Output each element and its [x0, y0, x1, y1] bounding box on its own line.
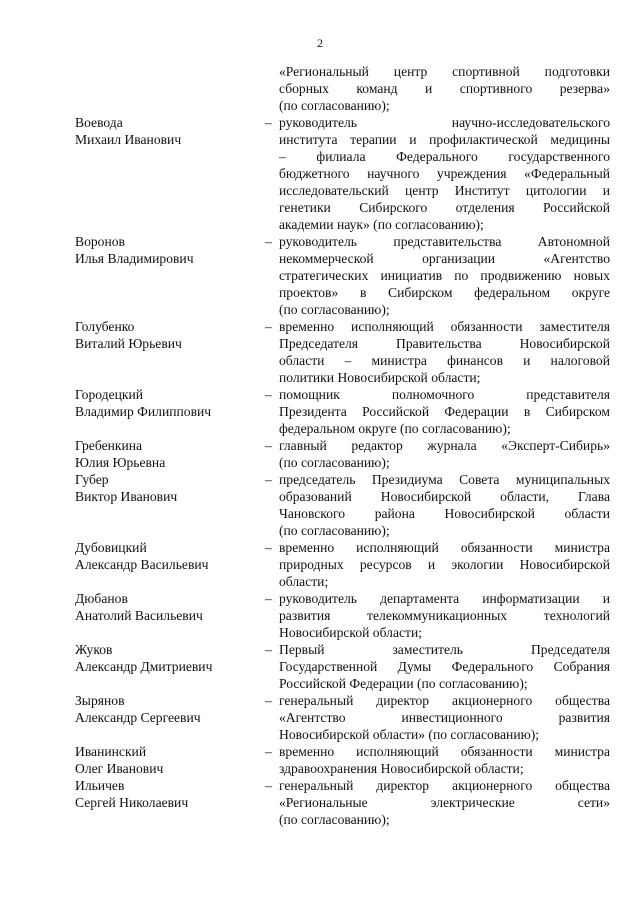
position-line: Государственной Думы Федерального Собрания [279, 659, 610, 674]
position-line: института терапии и профилактической медицины [279, 132, 610, 147]
member-entry [75, 114, 611, 233]
text-line: сборных команд и спортивного резерва» [279, 81, 610, 96]
member-surname: Иванинский [75, 744, 147, 759]
member-surname: Губер [75, 472, 109, 487]
position-line: Новосибирской области; [279, 625, 423, 640]
position-line: (по согласованию); [279, 302, 390, 317]
position-line: (по согласованию); [279, 812, 390, 827]
position-line: временно исполняющий обязанности министра [279, 744, 610, 759]
text-line: «Региональный центр спортивной подготовки [279, 64, 610, 79]
dash-separator: – [265, 387, 272, 402]
member-given-names: Александр Сергеевич [75, 710, 201, 725]
member-name [75, 539, 265, 590]
position-line: руководитель научно-исследовательского [279, 115, 610, 130]
dash-separator: – [265, 438, 272, 453]
member-entry [75, 233, 611, 318]
position-line: председатель Президиума Совета муниципальных [279, 472, 610, 487]
text-line: (по согласованию); [279, 98, 390, 113]
position-line: исследовательский центр Институт цитологии и [279, 183, 610, 198]
position-line: развития телекоммуникационных технологий [279, 608, 610, 623]
position-line: Новосибирской области» (по согласованию); [279, 727, 540, 742]
members-list [75, 114, 611, 828]
position-line: природных ресурсов и экологии Новосибирской [279, 557, 610, 572]
position-line: Чановского района Новосибирской области [279, 506, 610, 521]
position-line: помощник полномочного представителя [279, 387, 610, 402]
member-given-names: Михаил Иванович [75, 132, 182, 147]
dash-separator: – [265, 693, 272, 708]
member-name [75, 777, 265, 828]
member-entry [75, 471, 611, 539]
position-line: – филиала Федерального государственного [279, 149, 610, 164]
position-line: временно исполняющий обязанности заместителя [279, 319, 610, 334]
position-line: бюджетного научного учреждения «Федеральный [279, 166, 610, 181]
member-name [75, 318, 265, 386]
continuation-text [279, 63, 610, 114]
position-line: образований Новосибирской области, Глава [279, 489, 610, 504]
member-surname: Гребенкина [75, 438, 143, 453]
position-line: политики Новосибирской области; [279, 370, 481, 385]
member-position [279, 692, 610, 743]
member-entry [75, 539, 611, 590]
member-position [279, 114, 610, 233]
position-line: области; [279, 574, 329, 589]
member-surname: Ильичев [75, 778, 125, 793]
member-surname: Дюбанов [75, 591, 128, 606]
member-given-names: Илья Владимирович [75, 251, 194, 266]
member-entry [75, 692, 611, 743]
position-line: Президента Российской Федерации в Сибирском [279, 404, 610, 419]
member-given-names: Анатолий Васильевич [75, 608, 203, 623]
page-number: 2 [317, 36, 323, 50]
member-surname: Городецкий [75, 387, 144, 402]
position-line: здравоохранения Новосибирской области; [279, 761, 524, 776]
member-entry [75, 437, 611, 471]
member-given-names: Олег Иванович [75, 761, 164, 776]
member-name [75, 692, 265, 743]
position-line: Первый заместитель Председателя [279, 642, 610, 657]
member-entry [75, 777, 611, 828]
member-surname: Жуков [75, 642, 113, 657]
member-given-names: Виктор Иванович [75, 489, 178, 504]
member-entry [75, 590, 611, 641]
position-line: генетики Сибирского отделения Российской [279, 200, 610, 215]
position-line: проектов» в Сибирском федеральном округе [279, 285, 610, 300]
dash-separator: – [265, 591, 272, 606]
position-line: руководитель департамента информатизации и [279, 591, 610, 606]
member-name [75, 590, 265, 641]
member-position [279, 437, 610, 471]
position-line: области – министра финансов и налоговой [279, 353, 610, 368]
member-surname: Воевода [75, 115, 123, 130]
position-line: (по согласованию); [279, 455, 390, 470]
member-position [279, 471, 610, 539]
member-entry [75, 641, 611, 692]
position-line: Председателя Правительства Новосибирской [279, 336, 610, 351]
member-given-names: Владимир Филиппович [75, 404, 212, 419]
member-name [75, 233, 265, 318]
member-position [279, 743, 610, 777]
member-entry [75, 386, 611, 437]
position-line: федеральном округе (по согласованию); [279, 421, 511, 436]
member-position [279, 233, 610, 318]
member-position [279, 641, 610, 692]
position-line: «Агентство инвестиционного развития [279, 710, 610, 725]
dash-separator: – [265, 115, 272, 130]
position-line: временно исполняющий обязанности министра [279, 540, 610, 555]
position-line: Российской Федерации (по согласованию); [279, 676, 528, 691]
position-line: «Региональные электрические сети» [279, 795, 610, 810]
member-position [279, 777, 610, 828]
member-name [75, 471, 265, 539]
member-entry [75, 743, 611, 777]
dash-separator: – [265, 472, 272, 487]
position-line: главный редактор журнала «Эксперт-Сибирь» [279, 438, 610, 453]
position-line: некоммерческой организации «Агентство [279, 251, 610, 266]
position-line: академии наук» (по согласованию); [279, 217, 484, 232]
member-surname: Дубовицкий [75, 540, 147, 555]
dash-separator: – [265, 744, 272, 759]
member-position [279, 590, 610, 641]
member-name [75, 743, 265, 777]
position-line: руководитель представительства Автономной [279, 234, 610, 249]
position-line: стратегических инициатив по продвижению новых [279, 268, 610, 283]
dash-separator: – [265, 642, 272, 657]
dash-separator: – [265, 234, 272, 249]
member-position [279, 539, 610, 590]
member-given-names: Виталий Юрьевич [75, 336, 182, 351]
member-given-names: Сергей Николаевич [75, 795, 189, 810]
member-name [75, 641, 265, 692]
position-line: генеральный директор акционерного общества [279, 778, 610, 793]
member-position [279, 318, 610, 386]
member-given-names: Юлия Юрьевна [75, 455, 166, 470]
member-given-names: Александр Васильевич [75, 557, 209, 572]
member-surname: Голубенко [75, 319, 135, 334]
member-surname: Зырянов [75, 693, 125, 708]
member-name [75, 114, 265, 233]
member-given-names: Александр Дмитриевич [75, 659, 213, 674]
member-name [75, 437, 265, 471]
dash-separator: – [265, 540, 272, 555]
position-line: (по согласованию); [279, 523, 390, 538]
dash-separator: – [265, 778, 272, 793]
member-entry [75, 318, 611, 386]
position-line: генеральный директор акционерного общества [279, 693, 610, 708]
member-position [279, 386, 610, 437]
member-name [75, 386, 265, 437]
dash-separator: – [265, 319, 272, 334]
member-surname: Воронов [75, 234, 125, 249]
